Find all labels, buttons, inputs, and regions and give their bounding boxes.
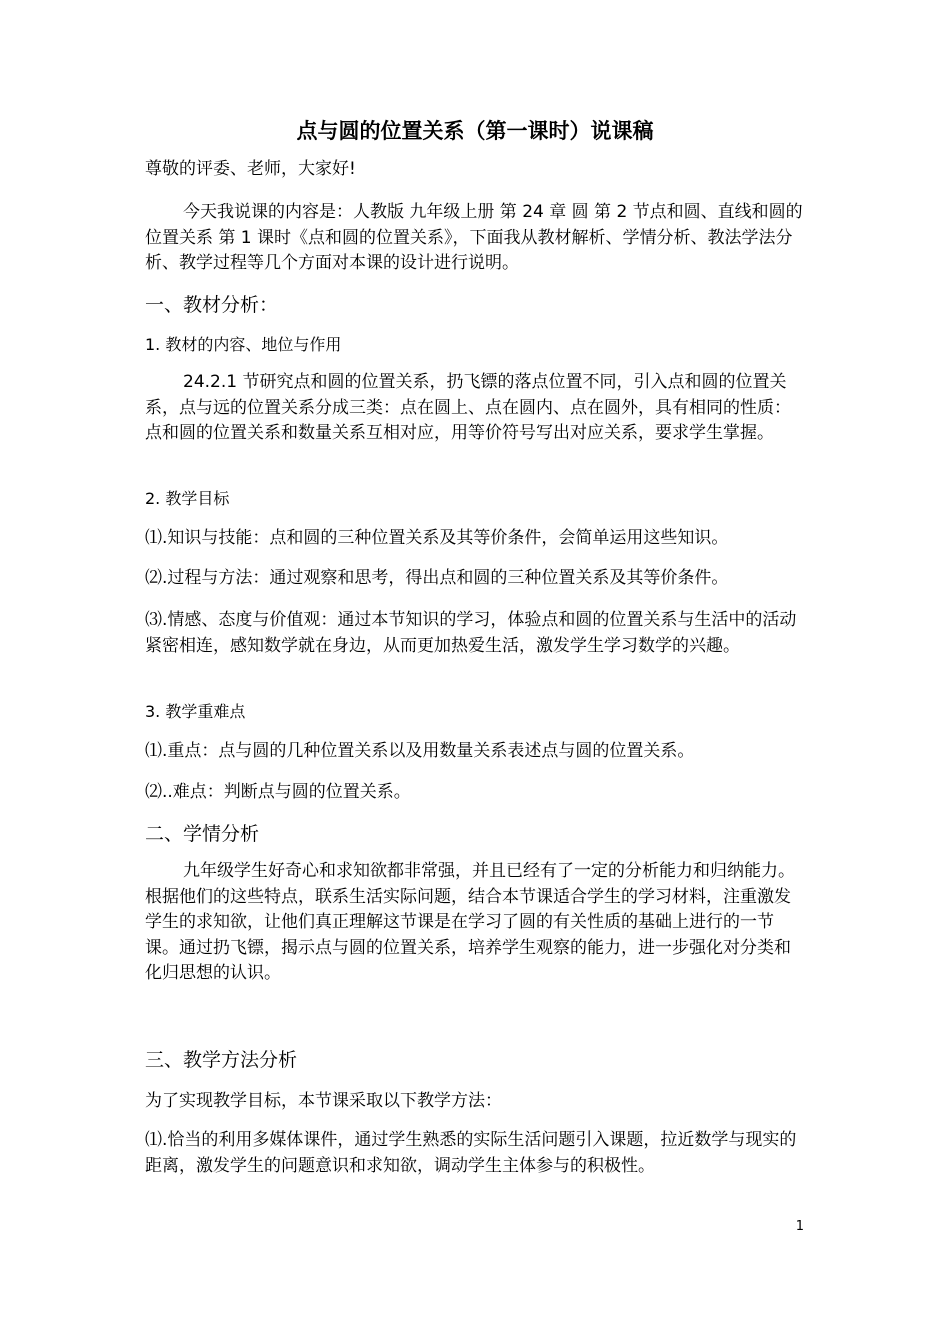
difficulty-item: ⑵..难点：判断点与圆的位置关系。: [145, 782, 411, 802]
section-heading-teaching-methods: 三、教学方法分析: [145, 1049, 298, 1071]
page-number: 1: [795, 1219, 804, 1234]
key-point-item: ⑴.重点：点与圆的几种位置关系以及用数量关系表述点与圆的位置关系。: [145, 741, 695, 761]
method-item: ⑴.恰当的利用多媒体课件，通过学生熟悉的实际生活问题引入课题，拉近数学与现实的距离，激发学生的问题意识和求知欲，调动学生主体参与的积极性。: [145, 1130, 797, 1176]
section-heading-student-analysis: 二、学情分析: [145, 823, 260, 845]
methods-intro: 为了实现教学目标，本节课采取以下教学方法：: [145, 1091, 502, 1111]
subheading-key-points: 3. 教学重难点: [145, 702, 246, 721]
greeting: 尊敬的评委、老师，大家好!: [145, 159, 356, 179]
subheading-teaching-goals: 2. 教学目标: [145, 489, 230, 508]
goal-item: ⑵.过程与方法：通过观察和思考，得出点和圆的三种位置关系及其等价条件。: [145, 568, 729, 588]
section-heading-teaching-material: 一、教材分析：: [145, 294, 279, 316]
content-role-paragraph: 24.2.1 节研究点和圆的位置关系，扔飞镖的落点位置不同，引入点和圆的位置关系，点与远的位置关系分成三类：点在圆上、点在圆内、点在圆外，具有相同的性质：点和圆的位置关系和数量关系互相对应，用等价符号写出对应关系，要求学生掌握。: [145, 372, 791, 443]
subheading-content-role: 1. 教材的内容、地位与作用: [145, 335, 342, 354]
goal-item: ⑶.情感、态度与价值观：通过本节知识的学习，体验点和圆的位置关系与生活中的活动紧密相连，感知数学就在身边，从而更加热爱生活，激发学生学习数学的兴趣。: [145, 610, 797, 656]
document-title: 点与圆的位置关系（第一课时）说课稿: [296, 119, 654, 143]
goal-item: ⑴.知识与技能：点和圆的三种位置关系及其等价条件，会简单运用这些知识。: [145, 528, 729, 548]
student-analysis-paragraph: 九年级学生好奇心和求知欲都非常强，并且已经有了一定的分析能力和归纳能力。根据他们的这些特点，联系生活实际问题，结合本节课适合学生的学习材料，注重激发学生的求知欲，让他们真正理解这节课是在学习了圆的有关性质的基础上进行的一节课。通过扔飞镖，揭示点与圆的位置关系，培养学生观察的能力，进一步强化对分类和化归思想的认识。: [145, 861, 795, 983]
intro-paragraph: 今天我说课的内容是：人教版 九年级上册 第 24 章 圆 第 2 节点和圆、直线和圆的位置关系 第 1 课时《点和圆的位置关系》，下面我从教材解析、学情分析、教法学法分析、教学过程等几个方面对本课的设计进行说明。: [145, 202, 803, 273]
